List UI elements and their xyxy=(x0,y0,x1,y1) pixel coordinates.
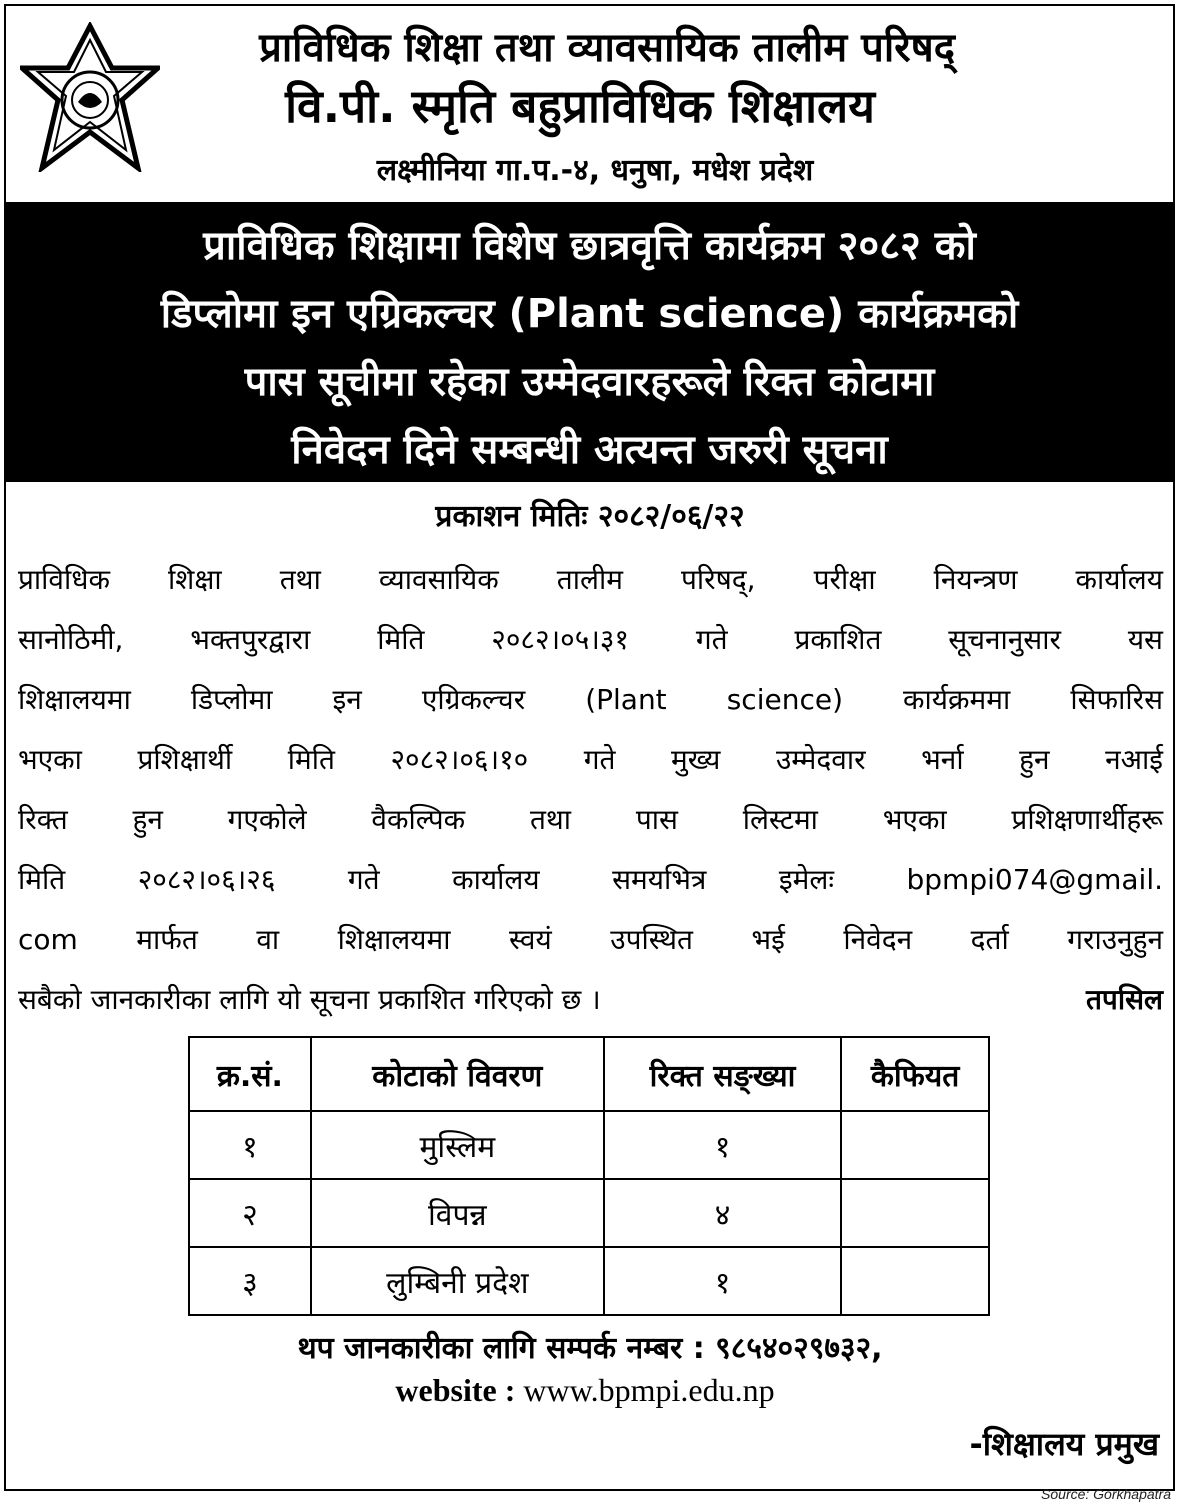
cell-remarks xyxy=(841,1179,989,1247)
cell-quota: विपन्न xyxy=(311,1179,604,1247)
column-header-quota: कोटाको विवरण xyxy=(311,1037,604,1111)
publication-date: प्रकाशन मितिः २०८२/०६/२२ xyxy=(435,499,745,534)
body-text-line: शिक्षालयमा डिप्लोमा इन एग्रिकल्चर (Plant science) कार्यक्रममा सिफारिस xyxy=(18,683,1163,716)
column-header-vacancy: रिक्त सङ्ख्या xyxy=(604,1037,841,1111)
cell-remarks xyxy=(841,1111,989,1179)
notice-title-banner xyxy=(6,202,1173,482)
cell-quota: मुस्लिम xyxy=(311,1111,604,1179)
table-row xyxy=(189,1111,989,1179)
body-text-line: रिक्त हुन गएकोले वैकल्पिक तथा पास लिस्टमा भएका प्रशिक्षणार्थीहरू xyxy=(18,803,1163,836)
institution-name: वि.पी. स्मृति बहुप्राविधिक शिक्षालय xyxy=(285,79,875,133)
body-text-line: भएका प्रशिक्षार्थी मिति २०८२।०६।१० गते मुख्य उम्मेदवार भर्ना हुन नआई xyxy=(18,743,1163,776)
organization-name: प्राविधिक शिक्षा तथा व्यावसायिक तालीम परिषद् xyxy=(259,25,955,71)
cell-serial: १ xyxy=(189,1111,311,1179)
column-header-remarks: कैफियत xyxy=(841,1037,989,1111)
column-header-serial: क्र.सं. xyxy=(189,1037,311,1111)
body-text-line: सानोठिमी, भक्तपुरद्वारा मिति २०८२।०५।३१ गते प्रकाशित सूचनानुसार यस xyxy=(18,623,1163,656)
cell-quota: लुम्बिनी प्रदेश xyxy=(311,1247,604,1315)
body-text-line: प्राविधिक शिक्षा तथा व्यावसायिक तालीम परिषद्, परीक्षा नियन्त्रण कार्यालय xyxy=(18,563,1163,596)
contact-number: थप जानकारीका लागि सम्पर्क नम्बर : ९८५४०२९७३२, xyxy=(297,1331,883,1366)
institution-address: लक्ष्मीनिया गा.प.-४, धनुषा, मधेश प्रदेश xyxy=(376,153,814,188)
vacant-quota-table xyxy=(188,1036,990,1316)
body-text-closing: सबैको जानकारीका लागि यो सूचना प्रकाशित गरिएको छ । xyxy=(18,983,601,1016)
tapasil-label: तपसिल xyxy=(1085,983,1163,1016)
cell-remarks xyxy=(841,1247,989,1315)
website-label: website : xyxy=(395,1372,516,1408)
banner-title-line: प्राविधिक शिक्षामा विशेष छात्रवृत्ति कार्यक्रम २०८२ को xyxy=(203,223,976,269)
cell-vacancy: १ xyxy=(604,1111,841,1179)
cell-vacancy: ४ xyxy=(604,1179,841,1247)
nepal-government-emblem-icon xyxy=(20,22,160,172)
table-row xyxy=(189,1179,989,1247)
banner-title-line: डिप्लोमा इन एग्रिकल्चर (Plant science) कार्यक्रमको xyxy=(160,291,1019,337)
signoff: -शिक्षालय प्रमुख xyxy=(969,1425,1159,1463)
table-header-row xyxy=(189,1037,989,1111)
body-text-line: मिति २०८२।०६।२६ गते कार्यालय समयभित्र इमेलः bpmpi074@gmail. xyxy=(18,863,1163,896)
body-text-line xyxy=(18,980,1163,1018)
website-url[interactable]: www.bpmpi.edu.np xyxy=(523,1372,775,1408)
cell-serial: २ xyxy=(189,1179,311,1247)
website-line xyxy=(200,1372,970,1409)
cell-vacancy: १ xyxy=(604,1247,841,1315)
body-text-line: com मार्फत वा शिक्षालयमा स्वयं उपस्थित भई निवेदन दर्ता गराउनुहुन xyxy=(18,923,1163,956)
cell-serial: ३ xyxy=(189,1247,311,1315)
banner-title-line: निवेदन दिने सम्बन्धी अत्यन्त जरुरी सूचना xyxy=(291,427,888,473)
banner-title-line: पास सूचीमा रहेका उम्मेदवारहरूले रिक्त कोटामा xyxy=(244,359,935,405)
table-row xyxy=(189,1247,989,1315)
source-credit: Source: Gorkhapatra xyxy=(1041,1486,1171,1502)
